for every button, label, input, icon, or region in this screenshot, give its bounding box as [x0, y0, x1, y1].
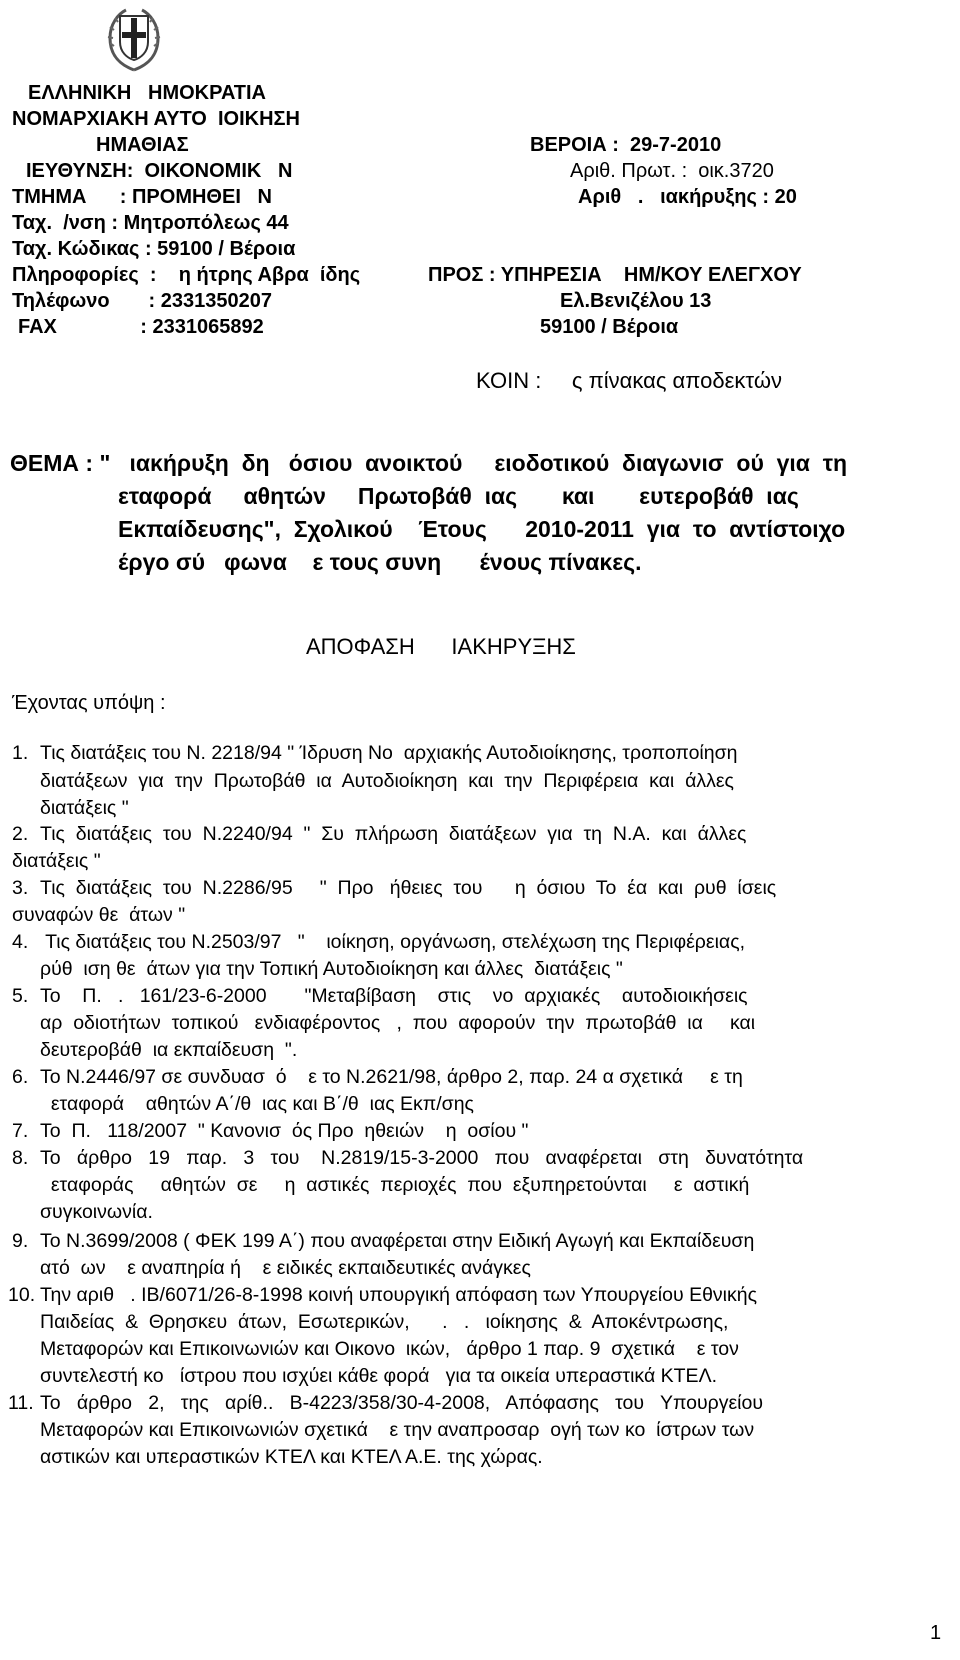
item-4-line: ρύθ ιση θε άτων για την Τοπική Αυτοδιοίκηση και άλλες διατάξεις ": [40, 958, 623, 980]
item-5-line: αρ οδιοτήτων τοπικού ενδιαφέροντος , που αφορούν την πρωτοβάθ ια και: [40, 1012, 756, 1034]
contact-person: Πληροφορίες : η ήτρης Αβρα ίδης: [12, 264, 361, 286]
item-5-line: Το Π. . 161/23-6-2000 "Μεταβίβαση στις νο αρχιακές αυτοδιοικήσεις: [40, 985, 748, 1007]
directorate-label: ΙΕΥΘΥΝΣΗ: ΟΙΚΟΝΟΜΙΚ Ν: [26, 160, 293, 182]
department-label: ΤΜΗΜΑ : ΠΡΟΜΗΘΕΙ Ν: [12, 186, 272, 208]
item-6-line: Το Ν.2446/97 σε συνδυασ ό ε το Ν.2621/98, άρθρο 2, παρ. 24 α σχετικά ε τη: [40, 1066, 743, 1088]
item-1-number: 1.: [12, 742, 29, 764]
declaration-number: Αριθ . ιακήρυξης : 20: [578, 186, 797, 208]
item-1-line: διατάξεις ": [40, 797, 129, 819]
item-9-number: 9.: [12, 1230, 29, 1252]
recipient-city: 59100 / Βέροια: [540, 316, 679, 338]
item-11-line: Το άρθρο 2, της αρίθ.. Β-4223/358/30-4-2008, Απόφασης του Υπουργείου: [40, 1392, 764, 1414]
greek-coat-of-arms-icon: [104, 2, 164, 74]
item-11-line: Μεταφορών και Επικοινωνιών σχετικά ε την αναπροσαρ ογή των κο ίστρων των: [40, 1419, 755, 1441]
item-8-line: Το άρθρο 19 παρ. 3 του Ν.2819/15-3-2000 που αναφέρεται στη δυνατότητα: [40, 1147, 804, 1169]
subject-line-2: εταφορά αθητών Πρωτοβάθ ιας και ευτεροβάθ ιας: [118, 483, 799, 509]
item-10-line: Την αριθ . ΙΒ/6071/26-8-1998 κοινή υπουργική απόφαση των Υπουργείου Εθνικής: [40, 1284, 757, 1306]
item-2-line: Τις διατάξεις του Ν.2240/94 " Συ πλήρωση διατάξεων για τη Ν.Α. και άλλες: [40, 823, 747, 845]
subject-line-4: έργο σύ φωνα ε τους συνη ένους πίνακες.: [118, 549, 642, 575]
prefecture-label: ΗΜΑΘΙΑΣ: [96, 134, 189, 156]
item-8-line: συγκοινωνία.: [40, 1201, 153, 1223]
item-8-number: 8.: [12, 1147, 29, 1169]
item-10-line: Παιδείας & Θρησκευ άτων, Εσωτερικών, . . ιοίκησης & Αποκέντρωσης,: [40, 1311, 729, 1333]
item-10-line: συντελεστή κο ίστρου που ισχύει κάθε φορά για τα οικεία υπεραστικά ΚΤΕΛ.: [40, 1365, 718, 1387]
item-6-line: εταφορά αθητών Α΄/θ ιας και Β΄/θ ιας Εκπ/σης: [40, 1093, 474, 1115]
country-label: ΕΛΛΗΝΙΚΗ ΗΜΟΚΡΑΤΙΑ: [28, 82, 266, 104]
recipient-address: Ελ.Βενιζέλου 13: [560, 290, 712, 312]
having-regard-label: Έχοντας υπόψη :: [12, 692, 166, 714]
item-1-line: διατάξεων για την Πρωτοβάθ ια Αυτοδιοίκηση και την Περιφέρεια και άλλες: [40, 770, 734, 792]
item-3-line: Τις διατάξεις του Ν.2286/95 " Προ ήθειες του η όσιου Το έα και ρυθ ίσεις: [40, 877, 777, 899]
phone-number: Τηλέφωνο : 2331350207: [12, 290, 272, 312]
item-4-number: 4.: [12, 931, 29, 953]
postal-address: Ταχ. /νση : Μητροπόλεως 44: [12, 212, 289, 234]
item-11-line: αστικών και υπεραστικών ΚΤΕΛ και ΚΤΕΛ Α.Ε. της χώρας.: [40, 1446, 543, 1468]
subject-line-1: ΘΕΜΑ : " ιακήρυξη δη όσιου ανοικτού ειοδοτικού διαγωνισ ού για τη: [10, 450, 848, 476]
item-2-line: διατάξεις ": [12, 850, 101, 872]
item-9-line: Το Ν.3699/2008 ( ΦΕΚ 199 Α΄) που αναφέρεται στην Ειδική Αγωγή και Εκπαίδευση: [40, 1230, 755, 1252]
item-11-number: 11.: [8, 1392, 34, 1414]
authority-label: ΝΟΜΑΡΧΙΑΚΗ ΑΥΤΟ ΙΟΙΚΗΣΗ: [12, 108, 300, 130]
item-1-line: Τις διατάξεις του Ν. 2218/94 " Ίδρυση Νο αρχιακής Αυτοδιοίκησης, τροποποίηση: [40, 742, 738, 764]
item-10-number: 10.: [8, 1284, 36, 1306]
page-number: 1: [930, 1622, 942, 1644]
item-10-line: Μεταφορών και Επικοινωνιών και Οικονο ικών, άρθρο 1 παρ. 9 σχετικά ε τον: [40, 1338, 739, 1360]
item-7-line: Το Π. 118/2007 " Κανονισ ός Προ ηθειών η οσίου ": [40, 1120, 529, 1142]
item-8-line: εταφοράς αθητών σε η αστικές περιοχές που εξυπηρετούνται ε αστική: [40, 1174, 750, 1196]
fax-number: FAX : 2331065892: [18, 316, 264, 338]
item-4-line: Τις διατάξεις του Ν.2503/97 " ιοίκηση, οργάνωση, στελέχωση της Περιφέρειας,: [40, 931, 746, 953]
item-7-number: 7.: [12, 1120, 29, 1142]
item-2-number: 2.: [12, 823, 29, 845]
subject-line-3: Εκπαίδευσης", Σχολικού Έτους 2010-2011 για το αντίστοιχο: [118, 516, 846, 542]
item-6-number: 6.: [12, 1066, 29, 1088]
protocol-number: Αριθ. Πρωτ. : οικ.3720: [570, 160, 774, 182]
item-3-line: συναφών θε άτων ": [12, 904, 186, 926]
item-5-number: 5.: [12, 985, 29, 1007]
document-date: ΒΕΡΟΙΑ : 29-7-2010: [530, 134, 722, 156]
recipient: ΠΡΟΣ : ΥΠΗΡΕΣΙΑ ΗΜ/ΚΟΥ ΕΛΕΓΧΟΥ: [428, 264, 802, 286]
postal-code: Ταχ. Κώδικας : 59100 / Βέροια: [12, 238, 296, 260]
item-5-line: δευτεροβάθ ια εκπαίδευση ".: [40, 1039, 298, 1061]
item-3-number: 3.: [12, 877, 29, 899]
decision-title: ΑΠΟΦΑΣΗ ΙΑΚΗΡΥΞΗΣ: [306, 634, 576, 659]
cc-recipients: ΚΟΙΝ : ς πίνακας αποδεκτών: [476, 368, 782, 393]
item-9-line: ατό ων ε αναπηρία ή ε ειδικές εκπαιδευτικές ανάγκες: [40, 1257, 531, 1279]
